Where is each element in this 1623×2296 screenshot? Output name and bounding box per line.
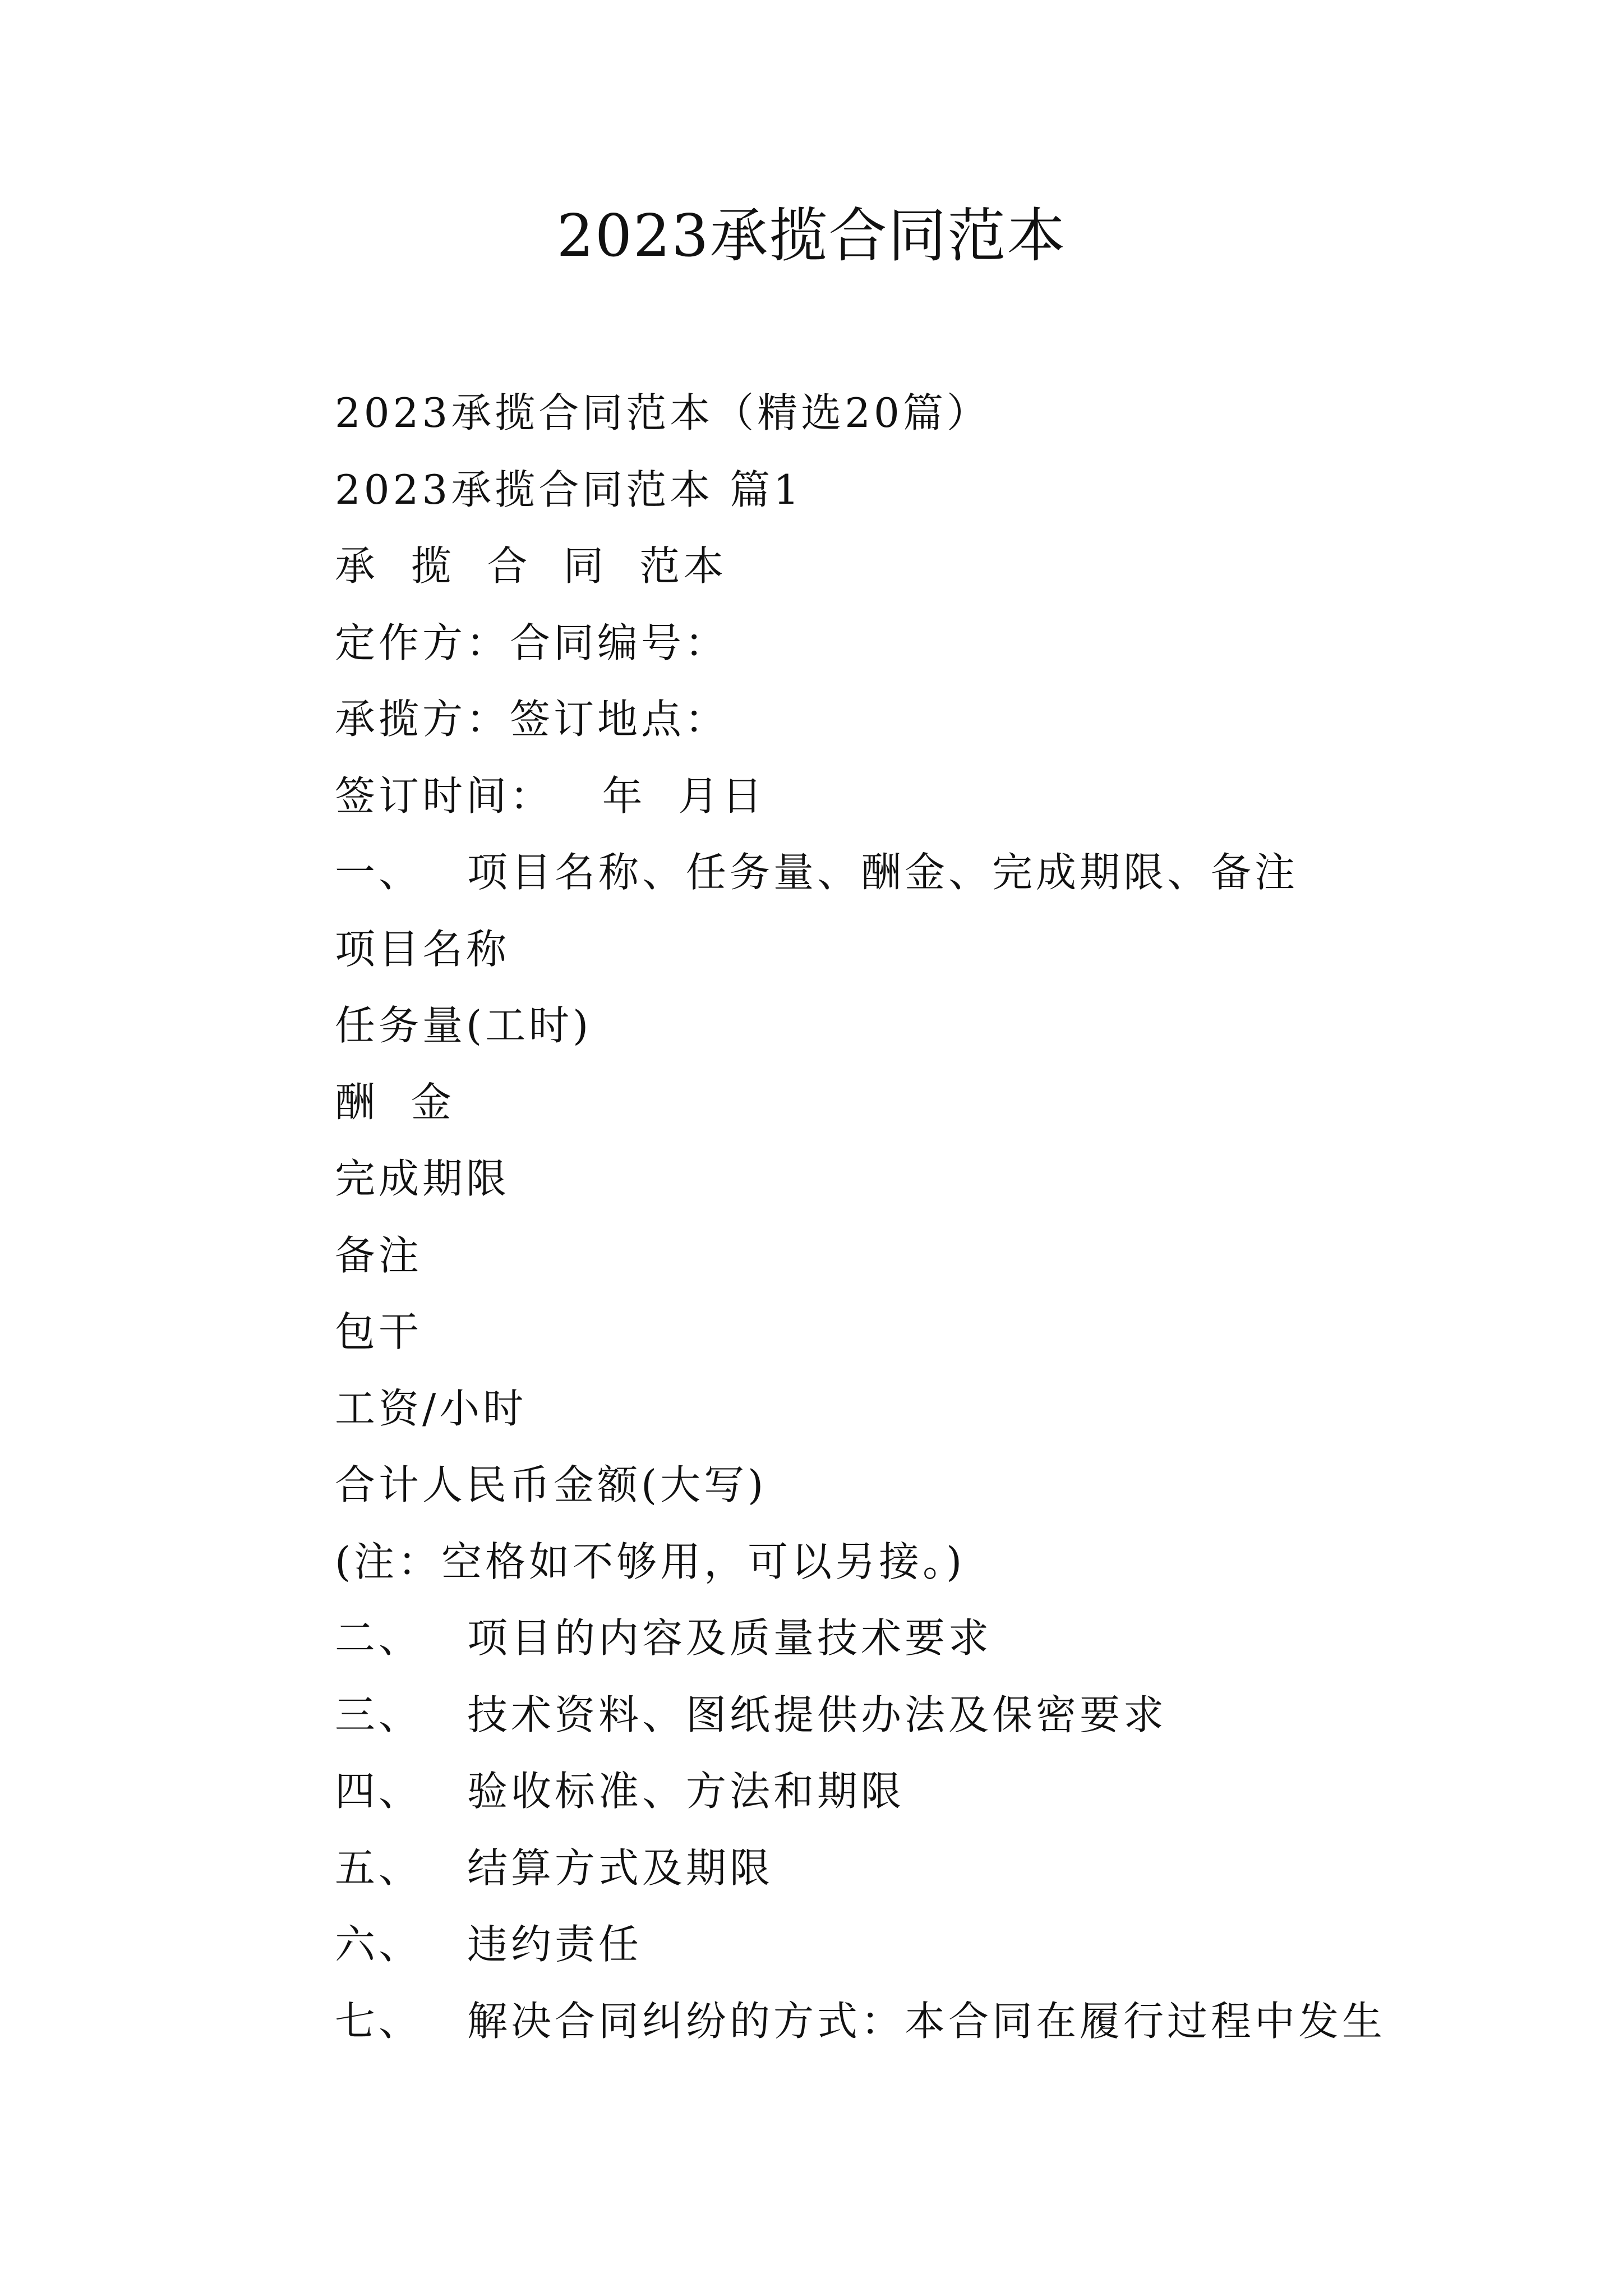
section-1	[335, 834, 1513, 911]
contract-heading: 承 揽 合 同 范本	[335, 542, 727, 590]
section-5	[335, 1830, 1513, 1907]
section-number: 二、	[335, 1614, 423, 1662]
table-item-remarks: 备注	[335, 1231, 423, 1279]
section-text: 技术资料、图纸提供办法及保密要求	[467, 1691, 1168, 1738]
section-text: 结算方式及期限	[467, 1844, 774, 1892]
table-item-hourly-wage: 工资/小时	[335, 1384, 527, 1432]
section-number: 一、	[335, 849, 423, 896]
section-text: 项目名称、任务量、酬金、完成期限、备注	[467, 849, 1299, 896]
section-7	[335, 1983, 1513, 2060]
section-number: 六、	[335, 1921, 423, 1968]
section-number: 三、	[335, 1691, 423, 1738]
section-text: 解决合同纠纷的方式：本合同在履行过程中发生	[467, 1997, 1386, 2045]
table-item-deadline: 完成期限	[335, 1155, 510, 1202]
section-6	[335, 1906, 1513, 1983]
chapter-heading: 2023承揽合同范本 篇1	[335, 466, 803, 513]
section-4	[335, 1753, 1513, 1830]
section-3	[335, 1677, 1513, 1754]
table-item-workload: 任务量(工时)	[335, 1002, 592, 1049]
document-title: 2023承揽合同范本	[556, 201, 1067, 270]
table-item-project-name: 项目名称	[335, 925, 510, 973]
table-item-remuneration: 酬 金	[335, 1078, 455, 1126]
table-item-total-amount: 合计人民币金额(大写)	[335, 1461, 767, 1508]
section-number: 七、	[335, 1997, 423, 2045]
section-2	[335, 1600, 1513, 1677]
orderer-field: 定作方：合同编号：	[335, 619, 729, 666]
subtitle-line: 2023承揽合同范本（精选20篇）	[335, 389, 990, 436]
section-text: 验收标准、方法和期限	[467, 1768, 905, 1815]
section-number: 五、	[335, 1844, 423, 1892]
section-number: 四、	[335, 1768, 423, 1815]
table-item-lump-sum: 包干	[335, 1308, 423, 1355]
section-text: 项目的内容及质量技术要求	[467, 1614, 993, 1662]
contractor-field: 承揽方：签订地点：	[335, 696, 729, 743]
document-body	[335, 375, 1513, 2059]
section-text: 违约责任	[467, 1921, 643, 1968]
table-note: (注：空格如不够用，可以另接。)	[335, 1538, 966, 1585]
signing-date-field: 签订时间： 年 月日	[335, 772, 766, 820]
